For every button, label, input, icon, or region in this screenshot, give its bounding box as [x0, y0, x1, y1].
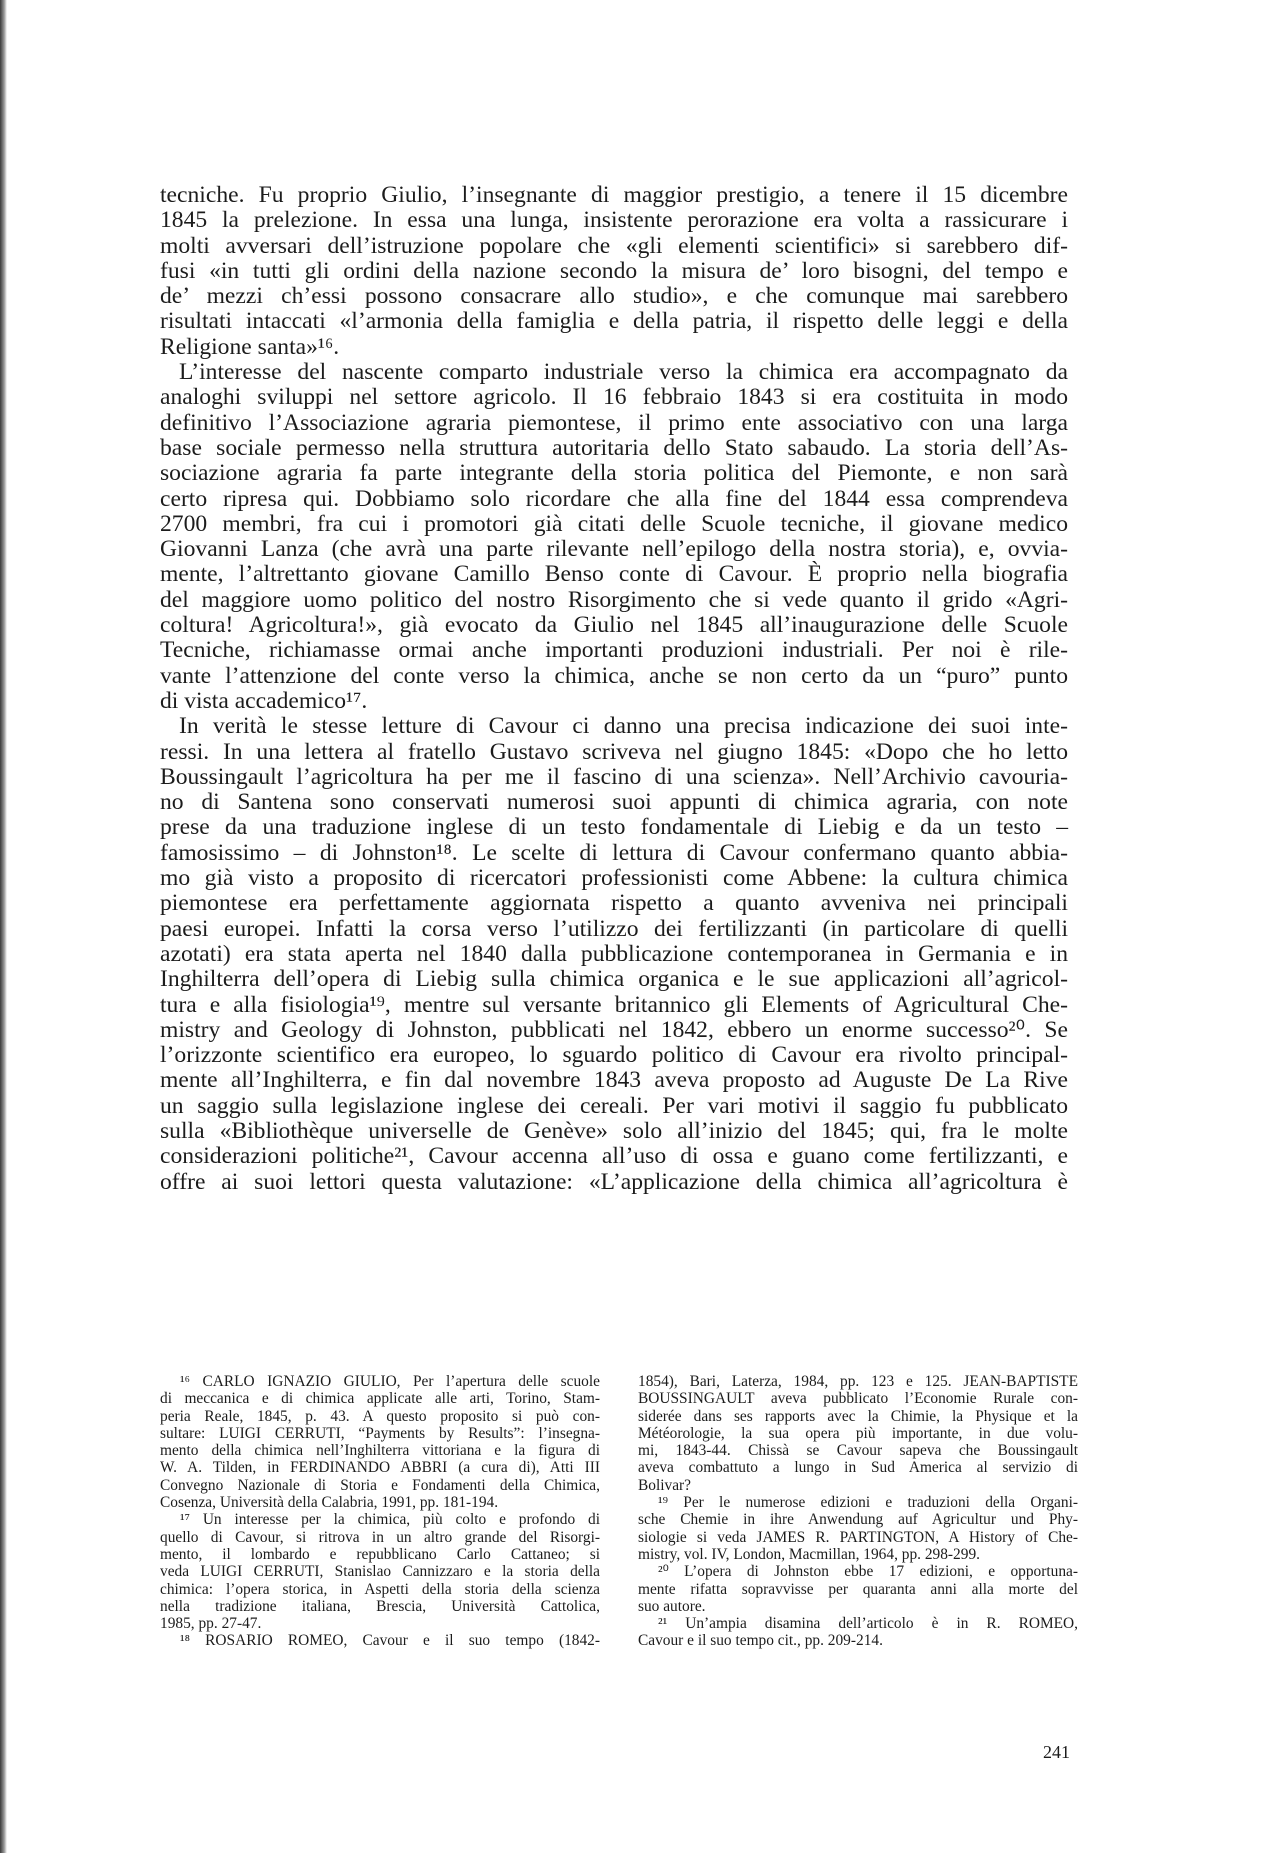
footnote-line: Cavour e il suo tempo cit., pp. 209-214.	[638, 1632, 883, 1650]
text-line: tecniche. Fu proprio Giulio, l’insegnante di maggior prestigio, a tenere il 15 dicembre	[160, 182, 1068, 208]
text-line: Tecniche, richiamasse ormai anche importanti produzioni industriali. Per noi è rile-	[160, 637, 1068, 664]
text-line: no di Santena sono conservati numerosi suoi appunti di chimica agraria, con note	[160, 789, 1068, 816]
footnote-line: siderée dans ses rapports avec la Chimie, la Physique et la	[638, 1407, 1078, 1425]
text-line: certo ripresa qui. Dobbiamo solo ricordare che alla fine del 1844 essa comprendeva	[160, 485, 1068, 512]
text-line: Giovanni Lanza (che avrà una parte rilevante nell’epilogo della nostra storia), e, ovvia-	[160, 536, 1068, 563]
footnote-line: ¹⁹ Per le numerose edizioni e traduzioni della Organi-	[658, 1494, 1078, 1512]
page-number: 241	[1043, 1742, 1070, 1762]
text-line: analoghi sviluppi nel settore agricolo. Il 16 febbraio 1843 si era costituita in modo	[160, 384, 1068, 411]
footnote-line: aveva combattuto a lungo in Sud America al servizio di	[638, 1459, 1078, 1477]
text-line: 2700 membri, fra cui i promotori già citati delle Scuole tecniche, il giovane medico	[160, 510, 1068, 537]
text-line: piemontese era perfettamente aggiornata rispetto a quanto avveniva nei principali	[160, 890, 1068, 917]
text-line: L’interesse del nascente comparto industriale verso la chimica era accompagnato da	[179, 359, 1068, 386]
text-line: Boussingault l’agricoltura ha per me il fascino di una scienza». Nell’Archivio cavouria-	[160, 763, 1068, 790]
footnote-line: siologie si veda JAMES R. PARTINGTON, A History of Che-	[638, 1528, 1078, 1546]
footnote-line: veda LUIGI CERRUTI, Stanislao Cannizzaro e la storia della	[160, 1563, 600, 1581]
footnote-line: W. A. Tilden, in FERDINANDO ABBRI (a cura di), Atti III	[160, 1459, 600, 1477]
footnotes-right-column	[638, 1373, 1078, 1650]
footnote-line: Convegno Nazionale di Storia e Fondamenti della Chimica,	[160, 1476, 600, 1494]
text-line: 1845 la prelezione. In essa una lunga, insistente perorazione era volta a rassicurare i	[160, 207, 1068, 234]
text-line: un saggio sulla legislazione inglese dei cereali. Per vari motivi il saggio fu pubblicato	[160, 1092, 1068, 1119]
footnote-line: mente rifatta sopravvisse per quaranta anni alla morte del	[638, 1580, 1078, 1598]
text-line: In verità le stesse letture di Cavour ci danno una precisa indicazione dei suoi inte-	[179, 713, 1068, 740]
text-line: del maggiore uomo politico del nostro Risorgimento che si vede quanto il grido «Agri-	[160, 586, 1068, 613]
footnote-line: peria Reale, 1845, p. 43. A questo proposito si può con-	[160, 1407, 600, 1425]
text-line: base sociale permesso nella struttura autoritaria dello Stato sabaudo. La storia dell’As-	[160, 434, 1068, 461]
text-line: mo già visto a proposito di ricercatori professionisti come Abbene: la cultura chimica	[160, 865, 1068, 892]
footnotes-left-column	[160, 1373, 600, 1650]
text-line: risultati intaccati «l’armonia della famiglia e della patria, il rispetto delle leggi e della	[160, 308, 1068, 335]
footnote-line: ¹⁷ Un interesse per la chimica, più colto e profondo di	[180, 1511, 600, 1529]
footnote-line: mi, 1843-44. Chissà se Cavour sapeva che Boussingault	[638, 1442, 1078, 1460]
text-line: ressi. In una lettera al fratello Gustavo scriveva nel giugno 1845: «Dopo che ho letto	[160, 738, 1068, 765]
text-line: definitivo l’Associazione agraria piemontese, il primo ente associativo con una larga	[160, 409, 1068, 436]
text-line: di vista accademico¹⁷.	[160, 687, 368, 714]
footnote-line: mistry, vol. IV, London, Macmillan, 1964, pp. 298-299.	[638, 1545, 980, 1563]
footnote-line: quello di Cavour, si ritrova in un altro grande del Risorgi-	[160, 1528, 600, 1546]
footnote-line: sche Chemie in ihre Anwendung auf Agricultur und Phy-	[638, 1511, 1078, 1529]
footnote-line: ²⁰ L’opera di Johnston ebbe 17 edizioni, e opportuna-	[658, 1563, 1078, 1581]
text-line: fusi «in tutti gli ordini della nazione secondo la misura de’ loro bisogni, del tempo e	[160, 257, 1068, 284]
footnote-line: nella tradizione italiana, Brescia, Università Cattolica,	[160, 1597, 600, 1615]
text-line: azotati) era stata aperta nel 1840 dalla pubblicazione contemporanea in Germania e in	[160, 940, 1068, 967]
text-line: considerazioni politiche²¹, Cavour accenna all’uso di ossa e guano come fertilizzanti, e	[160, 1143, 1068, 1170]
text-line: sulla «Bibliothèque universelle de Genève» solo all’inizio del 1845; qui, fra le molte	[160, 1117, 1068, 1144]
footnote-line: chimica: l’opera storica, in Aspetti della storia della scienza	[160, 1580, 600, 1598]
text-line: mente all’Inghilterra, e fin dal novembre 1843 aveva proposto ad Auguste De La Rive	[160, 1067, 1068, 1094]
text-line: coltura! Agricoltura!», già evocato da Giulio nel 1845 all’inaugurazione delle Scuole	[160, 612, 1068, 639]
footnote-line: BOUSSINGAULT aveva pubblicato l’Economie Rurale con-	[638, 1390, 1078, 1408]
text-line: paesi europei. Infatti la corsa verso l’utilizzo dei fertilizzanti (in particolare di quelli	[160, 915, 1068, 942]
footnote-line: mento della chimica nell’Inghilterra vittoriana e la figura di	[160, 1442, 600, 1460]
footnote-line: ¹⁶ CARLO IGNAZIO GIULIO, Per l’apertura delle scuole	[180, 1373, 600, 1390]
footnote-line: 1854), Bari, Laterza, 1984, pp. 123 e 125. JEAN-BAPTISTE	[638, 1373, 1078, 1390]
text-line: l’orizzonte scientifico era europeo, lo sguardo politico di Cavour era rivolto principal-	[160, 1042, 1068, 1069]
text-line: mente, l’altrettanto giovane Camillo Benso conte di Cavour. È proprio nella biografia	[160, 561, 1068, 588]
footnote-line: ¹⁸ ROSARIO ROMEO, Cavour e il suo tempo (1842-	[180, 1632, 600, 1650]
text-line: tura e alla fisiologia¹⁹, mentre sul versante britannico gli Elements of Agricultural Che-	[160, 991, 1068, 1018]
text-line: prese da una traduzione inglese di un testo fondamentale di Liebig e da un testo –	[160, 814, 1068, 841]
text-line: de’ mezzi ch’essi possono consacrare allo studio», e che comunque mai sarebbero	[160, 283, 1068, 310]
footnote-line: mento, il lombardo e repubblicano Carlo Cattaneo; si	[160, 1545, 600, 1563]
footnote-line: Bolivar?	[638, 1476, 691, 1494]
footnote-line: ²¹ Un’ampia disamina dell’articolo è in R. ROMEO,	[658, 1615, 1078, 1633]
text-line: sociazione agraria fa parte integrante della storia politica del Piemonte, e non sarà	[160, 460, 1068, 487]
text-line: Inghilterra dell’opera di Liebig sulla chimica organica e le sue applicazioni all’agricol-	[160, 966, 1068, 993]
text-line: mistry and Geology di Johnston, pubblicati nel 1842, ebbero un enorme successo²⁰. Se	[160, 1016, 1068, 1043]
text-line: Religione santa»¹⁶.	[160, 333, 340, 360]
binding-shadow	[0, 0, 7, 1853]
text-line: famosissimo – di Johnston¹⁸. Le scelte di lettura di Cavour confermano quanto abbia-	[160, 839, 1068, 866]
footnote-line: 1985, pp. 27-47.	[160, 1615, 262, 1633]
text-line: molti avversari dell’istruzione popolare che «gli elementi scientifici» si sarebbero dif-	[160, 232, 1068, 259]
main-text	[160, 183, 1068, 1195]
footnote-line: Météorologie, la sua opera più importante, in due volu-	[638, 1424, 1078, 1442]
text-line: offre ai suoi lettori questa valutazione: «L’applicazione della chimica all’agricoltura è	[160, 1168, 1068, 1195]
text-line: vante l’attenzione del conte verso la chimica, anche se non certo da un “puro” punto	[160, 662, 1068, 689]
footnote-line: Cosenza, Università della Calabria, 1991, pp. 181-194.	[160, 1494, 499, 1512]
footnote-line: di meccanica e di chimica applicate alle arti, Torino, Stam-	[160, 1390, 600, 1408]
footnote-line: sultare: LUIGI CERRUTI, “Payments by Results”: l’insegna-	[160, 1424, 600, 1442]
footnote-line: suo autore.	[638, 1597, 706, 1615]
